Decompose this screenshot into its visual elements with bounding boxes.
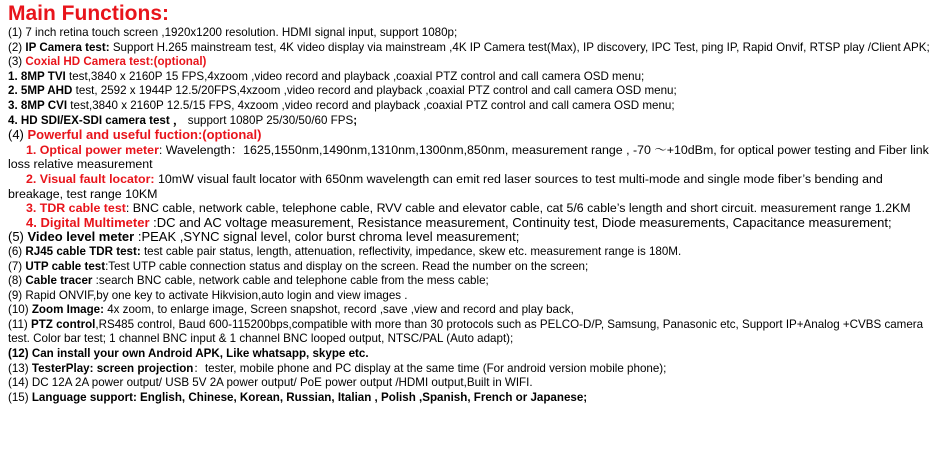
item-4-prefix: (4): [8, 127, 28, 143]
coax-1: [8, 70, 938, 85]
item-7-text: :Test UTP cable connection status and display on the screen. Read the number on the screen;: [105, 259, 589, 273]
item-4-label: Powerful and useful fuction:(optional): [27, 127, 262, 143]
item-5-text: :PEAK ,SYNC signal level, color burst chroma level measurement;: [134, 229, 520, 245]
item-6-label: RJ45 cable TDR test:: [25, 244, 141, 258]
coax-2: [8, 84, 938, 99]
item-4: [8, 128, 938, 143]
coax-4-text: support 1080P 25/30/50/60 FPS: [184, 113, 354, 127]
item-10: [8, 303, 938, 318]
item-2-text: Support H.265 mainstream test, 4K video display via mainstream ,4K IP Camera test(Max), IP discovery, IPC Test, ping IP, Rapid Onvif, RTSP play /Client APK;: [109, 40, 930, 54]
coax-2-text: test, 2592 x 1944P 12.5/20FPS,4xzoom ,video record and playback ,coaxial PTZ control and call camera OSD menu;: [72, 84, 677, 98]
item-11-text: ,RS485 control, Baud 600-115200bps,compatible with more than 30 protocols such as PELCO-D/P, Samsung, Panasonic etc, Support IP+Analog +CVBS camera test. Color bar test; 1 channel BNC input & 1 channel BNC looped output, NTSC/PAL (Auto adapt);: [8, 317, 924, 346]
item-11-label: PTZ control: [30, 317, 96, 331]
item-15: [8, 391, 938, 406]
item-1: [8, 26, 938, 41]
coax-1-text: test,3840 x 2160P 15 FPS,4xzoom ,video record and playback ,coaxial PTZ control and call camera OSD menu;: [65, 69, 645, 83]
coax-4: [8, 114, 938, 129]
item-8-label: Cable tracer: [25, 274, 93, 288]
power-3-label: 3. TDR cable test: [26, 201, 126, 216]
power-4: [8, 216, 938, 231]
item-2-prefix: (2): [8, 40, 26, 54]
item-10-text: 4x zoom, to enlarge image, Screen snapshot, record ,save ,view and record and play back,: [104, 303, 574, 317]
item-1-text: (1) 7 inch retina touch screen ,1920x1200 resolution. HDMI signal input, support 1080p;: [8, 26, 458, 39]
item-13: [8, 362, 938, 377]
coax-3-label: 3. 8MP CVI: [8, 98, 68, 112]
coax-4-label: 4. HD SDI/EX-SDI camera test ，: [8, 113, 185, 127]
power-3-text: : BNC cable, network cable, telephone cable, RVV cable and elevator cable, cat 5/6 cable’s length and short circuit. measurement range 1.2KM: [125, 201, 911, 216]
item-5-label: Video level meter: [27, 229, 135, 245]
main-functions-title: Main Functions:: [8, 2, 169, 25]
item-3: [8, 55, 938, 70]
item-7-label: UTP cable test: [25, 259, 106, 273]
item-5-prefix: (5): [8, 229, 28, 245]
item-6: [8, 245, 938, 260]
power-1-label: 1. Optical power meter: [26, 142, 159, 157]
power-4-label: 4. Digital Multimeter: [26, 214, 150, 230]
item-2-label: IP Camera test:: [25, 40, 110, 54]
power-4-text: :DC and AC voltage measurement, Resistance measurement, Continuity test, Diode measurements, Capacitance measurement;: [149, 214, 892, 230]
item-9: [8, 289, 938, 304]
item-11: [8, 318, 938, 347]
power-2-label: 2. Visual fault locator:: [26, 171, 155, 186]
power-1-text: : Wavelength：1625,1550nm,1490nm,1310nm,1300nm,850nm, measurement range , -70 ～+10dBm, for optical power testing and Fiber link loss relative measurement: [8, 142, 929, 172]
power-3: [8, 201, 938, 216]
coax-3: [8, 99, 938, 114]
item-7-prefix: (7): [8, 259, 26, 273]
item-13-prefix: (13): [8, 361, 32, 375]
item-8: [8, 274, 938, 289]
item-12: [8, 347, 938, 362]
item-10-prefix: (10): [8, 303, 32, 317]
coax-2-label: 2. 5MP AHD: [8, 84, 73, 98]
item-2: [8, 41, 938, 56]
item-10-label: Zoom Image:: [31, 303, 104, 317]
item-13-text: ：tester, mobile phone and PC display at the same time (For android version mobile phone);: [193, 361, 667, 375]
power-2: [8, 172, 938, 201]
item-3-label: Coxial HD Camera test:(optional): [25, 55, 207, 69]
item-12-text: (12) Can install your own Android APK, Like whatsapp, skype etc.: [8, 347, 369, 361]
item-14-text: (14) DC 12A 2A power output/ USB 5V 2A power output/ PoE power output /HDMI output,Built in WIFI.: [8, 376, 533, 390]
item-8-prefix: (8): [8, 274, 26, 288]
item-8-text: :search BNC cable, network cable and telephone cable from the mess cable;: [92, 274, 489, 288]
item-15-prefix: (15): [8, 390, 32, 404]
item-9-text: (9) Rapid ONVIF,by one key to activate Hikvision,auto login and view images .: [8, 288, 408, 302]
item-5: [8, 230, 938, 245]
item-15-label: Language support: English, Chinese, Korean, Russian, Italian , Polish ,Spanish, French or Japanese;: [31, 390, 588, 404]
coax-3-text: test,3840 x 2160P 12.5/15 FPS, 4xzoom ,video record and playback ,coaxial PTZ control and call camera OSD menu;: [67, 98, 675, 112]
item-11-prefix: (11): [8, 317, 31, 331]
item-6-prefix: (6): [8, 244, 26, 258]
coax-1-label: 1. 8MP TVI: [8, 69, 66, 83]
power-1: [8, 143, 938, 172]
item-7: [8, 260, 938, 275]
item-3-prefix: (3): [8, 55, 26, 69]
power-2-text: 10mW visual fault locator with 650nm wavelength can emit red laser sources to test multi-mode and single mode fiber’s bending and breakage, test range 10KM: [8, 171, 883, 201]
item-6-text: test cable pair status, length, attenuation, reflectivity, impedance, skew etc. measurement range is 180M.: [140, 244, 682, 258]
coax-4-end: ;: [353, 113, 358, 127]
item-14: [8, 376, 938, 391]
item-13-label: TesterPlay: screen projection: [31, 361, 194, 375]
